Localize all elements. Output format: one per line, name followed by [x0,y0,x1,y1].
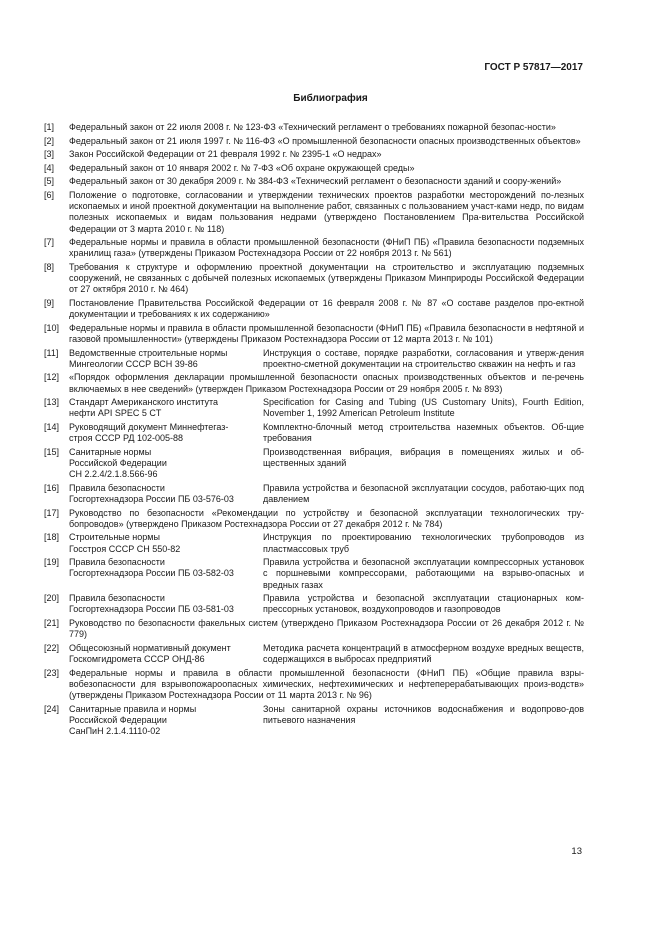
reference-number: [20] [44,593,60,604]
bibliography-entry [44,643,584,665]
reference-number: [18] [44,532,60,543]
reference-number: [17] [44,507,60,518]
reference-document-code [69,483,263,505]
reference-document-code-line: Правила безопасности [69,557,165,568]
reference-document-title: Методика расчета концентраций в атмосферном воздухе вредных веществ, содержащихся в выбросах предприятий [263,642,584,664]
reference-number: [10] [44,322,60,333]
reference-number: [5] [44,176,55,187]
bibliography-entry [44,190,584,235]
reference-number: [3] [44,149,55,160]
reference-document-title: Правила устройства и безопасной эксплуатации компрессорных установок с поршневыми компрессорами, работающими на взрыво-опасных и вредных газах [263,557,584,590]
reference-number: [1] [44,122,55,132]
reference-document-title: Specification for Casing and Tubing (US Customary Units), Fourth Edition, November 1, 1992 American Petroleum Institute [263,397,584,419]
reference-text: Требования к структуре и оформлению проектной документации на строительство и эксплуатацию подземных сооружений, не связанных с добычей полезных ископаемых (утверждены Приказом Минприроды Российской Федерации от 27 октября 2010 г. № 464) [69,261,584,295]
reference-document-code-line: Российской Федерации [69,457,167,468]
bibliography-entry [44,262,584,296]
bibliography-entry [44,149,584,160]
reference-document-code [69,704,263,738]
reference-number: [19] [44,557,60,568]
reference-document-code [69,397,263,419]
reference-text: Постановление Правительства Российской Федерации от 16 февраля 2008 г. № 87 «О составе разделов про-ектной документации и требованиях к их содержанию» [69,297,584,320]
reference-document-title: Инструкция о составе, порядке разработки, согласования и утверж-дения проектно-сметной документации на строительство скважин на нефть и газ [263,347,584,369]
reference-document-code-line: Госгортехнадзора России ПБ 03-581-03 [69,604,234,615]
reference-document-code-line: Госгортехнадзора России ПБ 03-576-03 [69,493,234,504]
reference-document-code-line: Санитарные нормы [69,446,152,457]
reference-text: Федеральный закон от 30 декабря 2009 г. № 384-ФЗ «Технический регламент о безопасности зданий и соору-жений» [69,176,562,187]
reference-number: [8] [44,261,55,272]
bibliography-entry [44,323,584,345]
reference-text: Руководство по безопасности «Рекомендации по устройству и безопасной эксплуатации технологических тру-бопроводов» (утверждено Приказом Ростехнадзора России от 27 декабря 2012 г. № 784) [69,507,584,529]
reference-document-code-line: строя СССР РД 102-005-88 [69,433,184,444]
reference-text: Федеральный закон от 21 июля 1997 г. № 116-ФЗ «О промышленной безопасности опасных производственных объектов» [69,135,581,146]
bibliography-entry [44,348,584,370]
reference-text: Положение о подготовке, согласовании и утверждении технических проектов разработки месторождений по-лезных ископаемых и иной проектной документации на выполнение работ, связанных с пользованием участ-ками недр, по видам полезных ископаемых и видам пользования недрами (утверждено Постановлением Пра-вительства Российской Федерации от 3 марта 2010 г. № 118) [69,189,584,234]
reference-document-code [69,643,263,665]
reference-document-code [69,348,263,370]
reference-document-title: Зоны санитарной охраны источников водоснабжения и водопрово-дов питьевого назначения [263,703,584,725]
reference-document-code-line: Госгортехнадзора России ПБ 03-582-03 [69,568,234,579]
bibliography-list [44,122,584,740]
reference-document-code-line: СанПиН 2.1.4.1110-02 [69,725,161,736]
reference-text: Федеральные нормы и правила в области промышленной безопасности (ФНиП ПБ) «Правила безопасности подземных хранилищ газа» (утверждены Приказом Ростехнадзора России от 22 ноября 2013 г. № 561) [69,237,584,259]
page-number: 13 [571,846,582,857]
reference-document-code [69,593,263,615]
bibliography-entry [44,447,584,481]
reference-text: Федеральные нормы и правила в области промышленной безопасности (ФНиП ПБ) «Правила безопасности в нефтяной и газовой промышленности» (утверждены Приказом Ростехнадзора России от 12 марта 2013 г. № 101) [69,322,584,344]
reference-number: [14] [44,421,60,432]
reference-document-code-line: Руководящий документ Миннефтегаз- [69,421,229,432]
reference-document-title: Комплектно-блочный метод строительства наземных объектов. Об-щие требования [263,421,584,444]
reference-text: Федеральный закон от 22 июля 2008 г. № 123-ФЗ «Технический регламент о требованиях пожарной безопас-ности» [69,122,556,132]
reference-text: Федеральный закон от 10 января 2002 г. № 7-ФЗ «Об охране окружающей среды» [69,162,415,173]
reference-document-code-line: Правила безопасности [69,482,165,493]
bibliography-entry [44,122,584,133]
page-title: Библиография [293,93,368,104]
reference-document-code [69,447,263,481]
reference-number: [11] [44,347,59,358]
reference-document-title: Правила устройства и безопасной эксплуатации стационарных ком-прессорных установок, воздухопроводов и газопроводов [263,593,584,615]
reference-number: [23] [44,667,60,678]
reference-text: Федеральные нормы и правила в области промышленной безопасности (ФНиП ПБ) «Общие правила взры-вобезопасности для взрывопожароопасных химических, нефтехимических и нефтеперерабатывающих произ-водств» (утверждены Приказом Ростехнадзора России от 11 марта 2013 г. № 96) [69,667,584,700]
reference-document-title: Правила устройства и безопасной эксплуатации сосудов, работаю-щих под давлением [263,482,584,504]
reference-document-code [69,422,263,444]
reference-document-code-line: Мингеологии СССР ВСН 39-86 [69,358,198,369]
reference-number: [22] [44,642,60,653]
reference-number: [4] [44,162,55,173]
reference-text: «Порядок оформления декларации промышленной безопасности опасных производственных объектов и пе-речень включаемых в нее сведений» (утвержден Приказом Ростехнадзора России от 29 ноября 2005 г. № 893) [69,372,584,394]
reference-number: [13] [44,397,60,408]
reference-number: [2] [44,135,55,146]
reference-text: Закон Российской Федерации от 21 февраля 1992 г. № 2395-1 «О недрах» [69,149,382,160]
bibliography-entry [44,136,584,147]
bibliography-entry [44,668,584,702]
bibliography-entry [44,397,584,419]
reference-document-code-line: Общесоюзный нормативный документ [69,642,231,653]
bibliography-entry [44,508,584,530]
reference-document-code-line: Санитарные правила и нормы [69,703,197,714]
bibliography-entry [44,704,584,738]
reference-number: [24] [44,703,60,714]
reference-number: [12] [44,372,60,383]
reference-document-code-line: Госкомгидромета СССР ОНД-86 [69,653,205,664]
reference-document-code-line: Стандарт Американского института [69,397,219,408]
reference-number: [16] [44,482,60,493]
reference-number: [9] [44,297,55,308]
bibliography-entry [44,483,584,505]
reference-document-code-line: нефти API SPEC 5 CT [69,408,162,419]
reference-text: Руководство по безопасности факельных систем (утверждено Приказом Ростехнадзора России от 26 декабря 2012 г. № 779) [69,617,584,640]
reference-document-title: Инструкция по проектированию технологических трубопроводов из пластмассовых труб [263,532,584,554]
bibliography-entry [44,618,584,640]
bibliography-entry [44,557,584,591]
reference-document-code-line: Госстроя СССР СН 550-82 [69,543,181,554]
reference-number: [15] [44,446,60,457]
reference-document-code [69,557,263,591]
bibliography-entry [44,298,584,320]
reference-document-title: Производственная вибрация, вибрация в помещениях жилых и об-щественных зданий [263,446,584,468]
reference-document-code [69,532,263,554]
standard-designation: ГОСТ Р 57817—2017 [484,62,583,73]
reference-document-code-line: Строительные нормы [69,532,160,543]
bibliography-entry [44,372,584,394]
bibliography-entry [44,176,584,187]
bibliography-entry [44,163,584,174]
bibliography-entry [44,593,584,615]
reference-document-code-line: Ведомственные строительные нормы [69,347,228,358]
reference-number: [7] [44,237,55,248]
reference-number: [6] [44,189,55,200]
reference-document-code-line: Российской Федерации [69,714,167,725]
bibliography-entry [44,237,584,259]
bibliography-entry [44,532,584,554]
bibliography-entry [44,422,584,444]
reference-number: [21] [44,617,60,628]
reference-document-code-line: Правила безопасности [69,593,165,604]
reference-document-code-line: СН 2.2.4/2.1.8.566-96 [69,469,158,480]
